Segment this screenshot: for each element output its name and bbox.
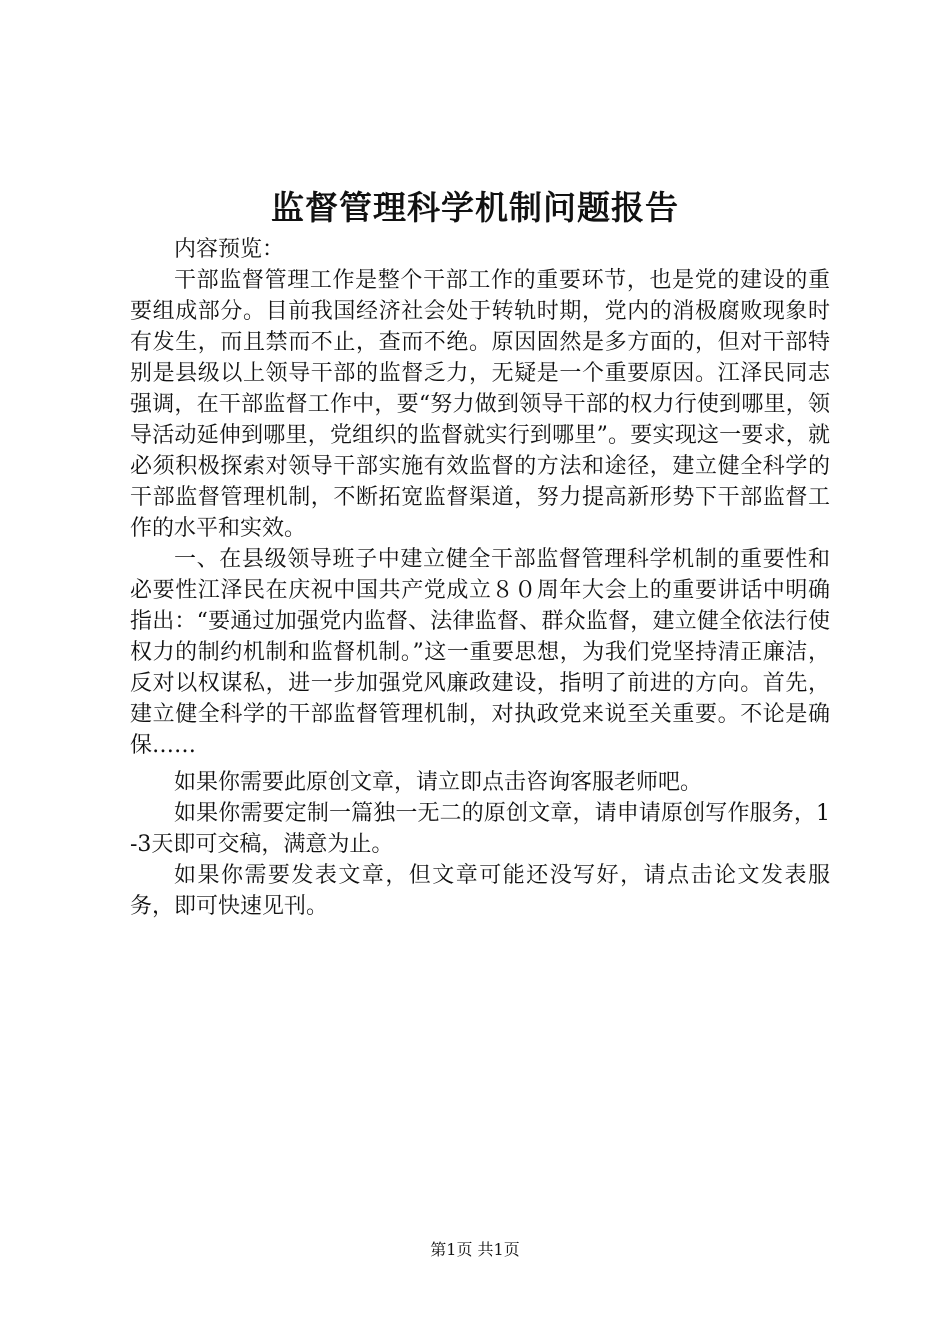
notice-custom-writing-link[interactable]: 如果你需要定制一篇独一无二的原创文章，请申请原创写作服务，1-3天即可交稿，满意为止。 (130, 801, 830, 857)
document-body (130, 234, 830, 922)
notice-publish-link[interactable]: 如果你需要发表文章，但文章可能还没写好，请点击论文发表服务，即可快速见刊。 (130, 863, 830, 919)
body-paragraph: 一、在县级领导班子中建立健全干部监督管理科学机制的重要性和必要性江泽民在庆祝中国共产党成立８０周年大会上的重要讲话中明确指出：“要通过加强党内监督、法律监督、群众监督，建立健全依法行使权力的制约机制和监督机制。”这一重要思想，为我们党坚持清正廉洁，反对以权谋私，进一步加强党风廉政建设，指明了前进的方向。首先，建立健全科学的干部监督管理机制，对执政党来说至关重要。不论是确保…… (130, 547, 830, 758)
document-title: 监督管理科学机制问题报告 (271, 188, 679, 227)
body-paragraph: 干部监督管理工作是整个干部工作的重要环节，也是党的建设的重要组成部分。目前我国经济社会处于转轨时期，党内的消极腐败现象时有发生，而且禁而不止，查而不绝。原因固然是多方面的，但对干部特别是县级以上领导干部的监督乏力，无疑是一个重要原因。江泽民同志强调，在干部监督工作中，要“努力做到领导干部的权力行使到哪里，领导活动延伸到哪里，党组织的监督就实行到哪里”。要实现这一要求，就必须积极探索对领导干部实施有效监督的方法和途径，建立健全科学的干部监督管理机制，不断拓宽监督渠道，努力提高新形势下干部监督工作的水平和实效。 (130, 268, 830, 541)
preview-label: 内容预览： (174, 237, 285, 262)
page-number-footer: 第1页 共1页 (430, 1240, 520, 1259)
notice-consult-link[interactable]: 如果你需要此原创文章，请立即点击咨询客服老师吧。 (174, 770, 703, 795)
